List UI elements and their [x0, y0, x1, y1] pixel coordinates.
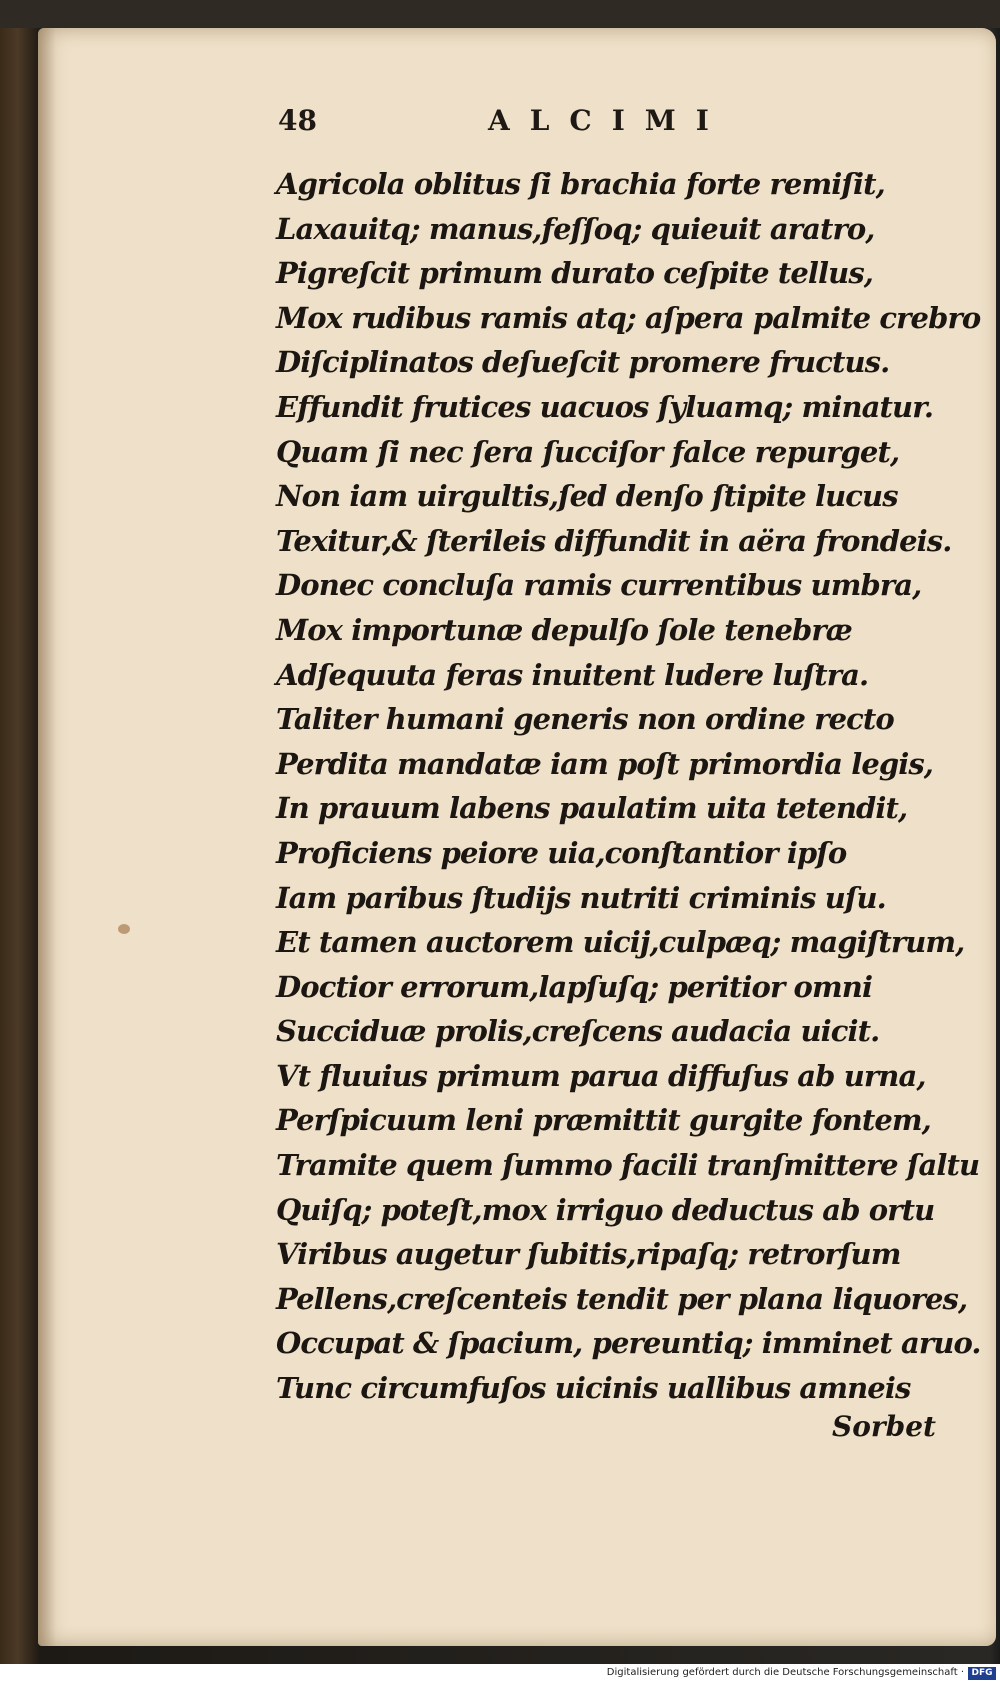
page-number: 48: [278, 104, 317, 137]
verse-line: In prauum labens paulatim uita tetendit,: [276, 791, 908, 826]
verse-text: [276, 162, 981, 1411]
verse-line: Quiſq; poteſt,mox irriguo deductus ab ortu: [276, 1192, 935, 1227]
verse-line: Pigreſcit primum durato ceſpite tellus,: [276, 256, 873, 291]
page-gutter-shading: [38, 28, 56, 1646]
page-header: [278, 100, 878, 150]
verse-line: Mox importunæ depulſo ſole tenebræ: [276, 612, 852, 647]
verse-line: Laxauitq; manus,feſſoq; quieuit aratro,: [276, 211, 875, 246]
verse-line: Texitur,& ſterileis diffundit in aëra frondeis.: [276, 523, 952, 558]
verse-line: Mox rudibus ramis atq; aſpera palmite crebro: [276, 300, 981, 335]
running-head: ALCIMI: [488, 104, 729, 137]
verse-line: Non iam uirgultis,ſed denſo ſtipite lucus: [276, 479, 898, 514]
verse-line: Quam ſi nec ſera ſucciſor falce repurget,: [276, 434, 900, 469]
verse-line: Vt fluuius primum parua diffuſus ab urna,: [276, 1058, 926, 1093]
verse-line: Agricola oblitus ſi brachia forte remiſit,: [276, 167, 885, 201]
footer-bar: [0, 1664, 1000, 1684]
verse-line: Succiduæ prolis,creſcens audacia uicit.: [276, 1014, 880, 1049]
verse-line: Diſciplinatos deſueſcit promere fructus.: [276, 345, 890, 380]
verse-line: Doctior errorum,lapſuſq; peritior omni: [276, 969, 873, 1004]
verse-line: Effundit frutices uacuos ſyluamq; minatur.: [276, 389, 934, 424]
verse-line: Viribus augetur ſubitis,ripaſq; retrorſum: [276, 1237, 901, 1272]
scan-top-edge: [0, 0, 1000, 28]
verse-line: Taliter humani generis non ordine recto: [276, 702, 894, 737]
verse-line: Donec concluſa ramis currentibus umbra,: [276, 568, 922, 603]
verse-line: Occupat & ſpacium, pereuntiq; imminet aruo.: [276, 1326, 981, 1361]
verse-line: Pellens,creſcenteis tendit per plana liquores,: [276, 1281, 968, 1316]
verse-line: Iam paribus ſtudijs nutriti criminis uſu.: [276, 880, 886, 915]
verse-line: Perdita mandatæ iam poſt primordia legis,: [276, 746, 933, 781]
page-stain: [118, 924, 130, 934]
verse-line: Proficiens peiore uia,conſtantior ipſo: [276, 835, 847, 870]
catchword: Sorbet: [832, 1410, 936, 1443]
verse-line: Perſpicuum leni præmittit gurgite fontem,: [276, 1103, 931, 1138]
dfg-logo: DFG: [968, 1667, 996, 1680]
verse-line: Et tamen auctorem uicij,culpæq; magiſtrum,: [276, 925, 965, 960]
verse-line: Adſequuta feras inuitent ludere luſtra.: [276, 657, 869, 692]
verse-line: Tramite quem ſummo facili tranſmittere ſaltu: [276, 1148, 980, 1183]
digitization-credit: Digitalisierung gefördert durch die Deutsche Forschungsgemeinschaft ·: [606, 1667, 964, 1678]
verse-line: Tunc circumfuſos uicinis uallibus amneis: [276, 1371, 911, 1406]
